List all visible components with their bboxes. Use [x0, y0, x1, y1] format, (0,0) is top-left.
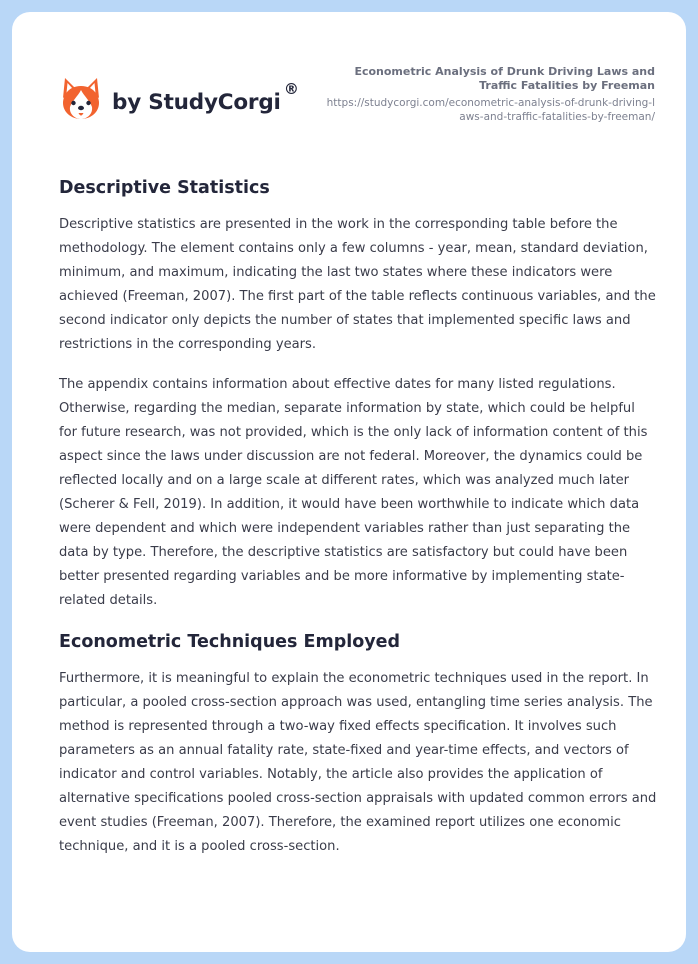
paragraph: Descriptive statistics are presented in the work in the corresponding table before the methodology. The element contains only a few columns - year, mean, standard deviation, minimum, and maximum, indicating the last two states where these indicators were achieved (Freeman, 2007). The first part of the table reflects continuous variables, and the second indicator only depicts the number of states that implemented specific laws and restrictions in the corresponding years. [59, 217, 656, 352]
article-content [59, 176, 657, 859]
source-title: Econometric Analysis of Drunk Driving Laws and Traffic Fatalities by Freeman [354, 65, 655, 92]
page-header [12, 12, 686, 162]
document-card [12, 12, 686, 952]
section-heading: Descriptive Statistics [59, 178, 270, 198]
registered-mark: ® [283, 79, 299, 98]
brand-name-text: by StudyCorgi [112, 89, 281, 115]
section-heading: Econometric Techniques Employed [59, 632, 401, 652]
paragraph: Furthermore, it is meaningful to explain the econometric techniques used in the report. In particular, a pooled cross-section approach was used, entangling time series analysis. The method is represented through a two-way fixed effects specification. It involves such parameters as an annual fatality rate, state-fixed and year-time effects, and vectors of indicator and control variables. Notably, the article also provides the application of alternative specifications pooled cross-section appraisals with updated common errors and event studies (Freeman, 2007). Therefore, the examined report utilizes one economic technique, and it is a pooled cross-section. [59, 671, 657, 854]
brand-name [112, 79, 299, 115]
corgi-logo-icon [60, 76, 102, 122]
studycorgi-logo[interactable] [60, 76, 299, 122]
source-url[interactable]: https://studycorgi.com/econometric-analysis-of-drunk-driving-laws-and-traffic-fatalities-by-freeman/ [326, 97, 655, 123]
source-info [325, 65, 655, 124]
paragraph: The appendix contains information about effective dates for many listed regulations. Otherwise, regarding the median, separate information by state, which could be helpful for future research, was not provided, which is the only lack of information content of this aspect since the laws under discussion are not federal. Moreover, the dynamics could be reflected locally and on a large scale at different rates, which was analyzed much later (Scherer & Fell, 2019). In addition, it would have been worthwhile to indicate which data were dependent and which were independent variables rather than just separating the data by type. Therefore, the descriptive statistics are satisfactory but could have been better presented regarding variables and be more informative by implementing state-related details. [59, 377, 648, 608]
